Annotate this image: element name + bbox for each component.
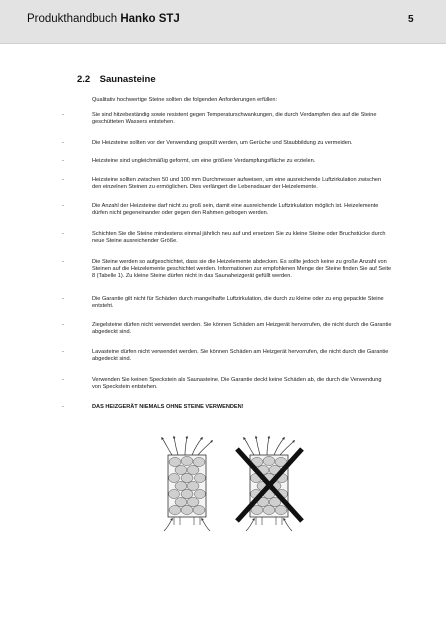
incorrect-stone-stack-crossed-icon bbox=[237, 437, 302, 531]
warning-text: DAS HEIZGERÄT NIEMALS OHNE STEINE VERWENDEN! bbox=[92, 404, 244, 410]
header-prefix: Produkthandbuch bbox=[27, 13, 118, 25]
list-item-text: Ziegelsteine dürfen nicht verwendet werden. Sie können Schäden am Heizgerät hervorrufen, die nicht durch die Garantie abgedeckt sind. bbox=[92, 322, 392, 336]
list-dash: - bbox=[62, 158, 64, 164]
list-item-text: Verwenden Sie keinen Speckstein als Saunasteine. Die Garantie deckt keine Schäden ab, die durch die Verwendung von Speckstein entstehen. bbox=[92, 377, 382, 391]
section-number: 2.2 bbox=[77, 74, 91, 85]
list-item-text: Heizsteine sind ungleichmäßig geformt, um eine größere Verdampfungsfläche zu erzielen. bbox=[92, 158, 316, 164]
list-dash: - bbox=[62, 231, 64, 237]
list-dash: - bbox=[62, 259, 64, 265]
list-dash: - bbox=[62, 296, 64, 302]
list-item-text: Sie sind hitzebeständig sowie resistent gegen Temperaturschwankungen, die durch Verdampfen des auf die Steine geschütteten Wassers entstehen. bbox=[92, 112, 377, 126]
stone-stacking-illustration bbox=[140, 435, 315, 535]
header-product: Hanko STJ bbox=[120, 13, 180, 25]
list-dash: - bbox=[62, 140, 64, 146]
list-item-text: Die Anzahl der Heizsteine darf nicht zu groß sein, damit eine ausreichende Luftzirkulation möglich ist. Heizelemente dürfen nicht gegeneinander oder gegen den Rahmen gebogen werden. bbox=[92, 203, 379, 217]
list-item-text: Die Heizsteine sollten vor der Verwendung gespült werden, um Gerüche und Staubbildung zu vermeiden. bbox=[92, 140, 353, 146]
page-number: 5 bbox=[408, 14, 414, 25]
list-dash: - bbox=[62, 404, 64, 410]
list-item-text: Schichten Sie die Steine mindestens einmal jährlich neu auf und ersetzen Sie zu kleine Steine oder Bruchstücke durch neue Steine ausreichender Größe. bbox=[92, 231, 386, 245]
correct-stone-stack-icon bbox=[162, 437, 212, 531]
list-dash: - bbox=[62, 203, 64, 209]
section-title: Saunasteine bbox=[99, 74, 156, 85]
section-intro: Qualitativ hochwertige Steine sollten die folgenden Anforderungen erfüllen: bbox=[92, 97, 278, 103]
list-item-text: Die Garantie gilt nicht für Schäden durch mangelhafte Luftzirkulation, die durch zu kleine oder zu eng gepackte Steine entsteht. bbox=[92, 296, 384, 310]
list-item-text: Lavasteine dürfen nicht verwendet werden. Sie können Schäden am Heizgerät hervorrufen, die nicht durch die Garantie abgedeckt sind. bbox=[92, 349, 389, 363]
list-dash: - bbox=[62, 377, 64, 383]
list-dash: - bbox=[62, 177, 64, 183]
list-item-text: Heizsteine sollten zwischen 50 und 100 mm Durchmesser aufweisen, um eine ausreichende Luftzirkulation zwischen den einzelnen Steinen zu ermöglichen. Dies verlängert die Lebensdauer der Heizelemente. bbox=[92, 177, 382, 191]
list-dash: - bbox=[62, 112, 64, 118]
list-dash: - bbox=[62, 349, 64, 355]
list-item-text: Die Steine werden so aufgeschichtet, dass sie die Heizelemente abdecken. Es sollte jedoch keine zu große Anzahl von Steinen auf die Heizelemente geschichtet werden. Informationen zur empfohlenen Menge der Steine finden Sie auf Seite 8 (Tabelle 1). Zu kleine Steine dürfen nicht in das Saunaheizgerät gefüllt werden. bbox=[92, 259, 392, 280]
list-dash: - bbox=[62, 322, 64, 328]
